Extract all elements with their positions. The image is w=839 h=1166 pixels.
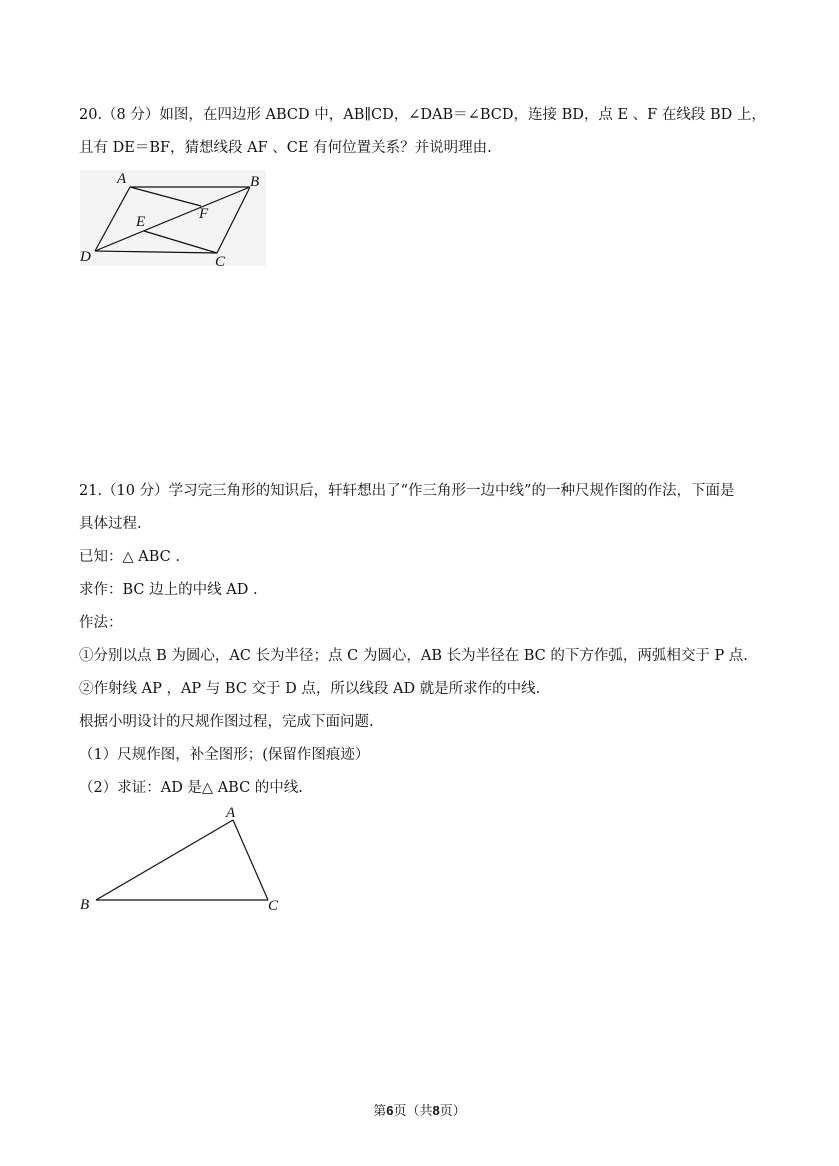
segment-AB (96, 820, 233, 900)
segment-CA (233, 820, 268, 900)
q21-step1: ①分别以点 B 为圆心，AC 长为半径；点 C 为圆心，AB 长为半径在 BC 的下方作弧，两弧相交于 P 点. (79, 648, 748, 664)
q20-text-line2: 且有 DE＝BF，猜想线段 AF 、CE 有何位置关系？并说明理由. (79, 140, 492, 156)
q21-method-title: 作法： (79, 615, 123, 631)
q21-text-line2: 具体过程. (79, 516, 142, 532)
footer-total-pages: 8 (432, 1103, 440, 1118)
q21-figure-triangle (74, 800, 294, 924)
label-E: E (136, 214, 146, 230)
q21-part2: （2）求证：AD 是△ ABC 的中线. (79, 780, 303, 796)
label-B: B (80, 897, 90, 913)
label-F: F (199, 206, 209, 222)
q20-figure-parallelogram (74, 168, 274, 277)
label-D: D (80, 249, 91, 265)
label-A: A (226, 805, 236, 821)
label-C: C (215, 254, 226, 270)
footer-prefix: 第 (373, 1104, 387, 1119)
q21-step2: ②作射线 AP ，AP 与 BC 交于 D 点，所以线段 AD 就是所求作的中线. (79, 681, 541, 697)
footer-suffix: 页） (439, 1104, 466, 1119)
q21-instruction: 根据小明设计的尺规作图过程，完成下面问题. (79, 714, 374, 730)
label-C: C (268, 898, 279, 914)
q21-find: 求作：BC 边上的中线 AD . (79, 582, 258, 598)
label-A: A (117, 171, 127, 187)
footer-mid: 页（共 (393, 1104, 433, 1119)
q20-text-line1: 20.（8 分）如图，在四边形 ABCD 中，AB∥CD，∠DAB＝∠BCD，连接 BD，点 E 、F 在线段 BD 上， (79, 107, 766, 123)
page-footer (0, 1100, 839, 1119)
q21-text-line1: 21.（10 分）学习完三角形的知识后，轩轩想出了“作三角形一边中线”的一种尺规作图的作法，下面是 (79, 483, 735, 499)
q21-known: 已知：△ ABC . (79, 549, 180, 565)
q21-part1: （1）尺规作图，补全图形；(保留作图痕迹） (79, 747, 370, 763)
footer-page-number: 6 (386, 1103, 394, 1118)
label-B: B (250, 174, 260, 190)
